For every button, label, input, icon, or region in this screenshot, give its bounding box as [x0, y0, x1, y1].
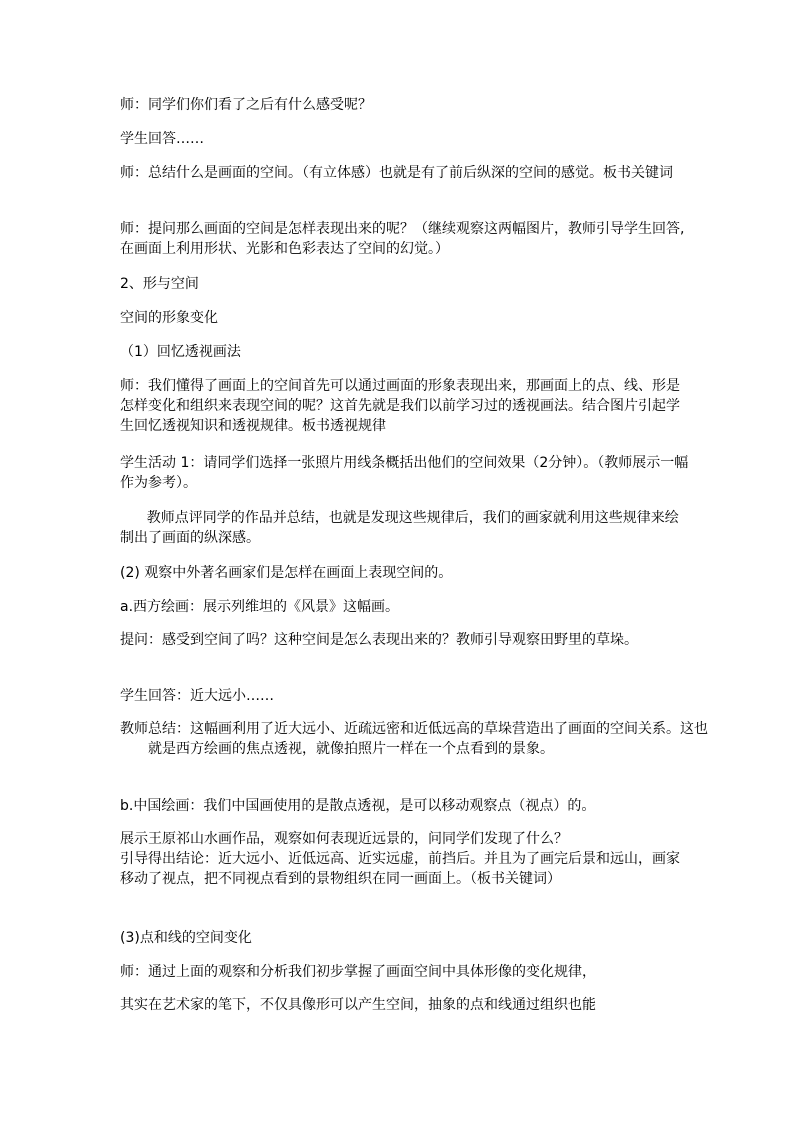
paragraph-student-answer-2: 学生回答：近大远小…… — [120, 688, 274, 704]
paragraph-student-activity: 学生活动 1：请同学们选择一张照片用线条概括出他们的空间效果（2分钟）。（教师展示一幅作为参考）。 — [120, 455, 689, 491]
subheading-space-image-change: 空间的形象变化 — [120, 310, 218, 326]
paragraph-teacher-summary: 师：总结什么是画面的空间。（有立体感）也就是有了前后纵深的空间的感觉。板书关键词 — [120, 165, 673, 181]
paragraph-teacher-question: 师：同学们你们看了之后有什么感受呢？ — [120, 97, 372, 113]
paragraph-western-painting: a.西方绘画：展示列维坦的《风景》这幅画。 — [120, 599, 400, 615]
paragraph-wang-yuanqi: 展示王原祁山水画作品，观察如何表现近远景的，问同学们发现了什么？ 引导得出结论：近大远小、近低远高、近实远虚，前挡后。并且为了画完后景和远山，画家移动了视点，把不同视点看到的景物组织在同一画面上。（板书关键词） — [120, 831, 680, 887]
paragraph-teacher-observation: 师：通过上面的观察和分析我们初步掌握了画面空间中具体形像的变化规律， — [120, 964, 596, 980]
paragraph-perspective-intro: 师：我们懂得了画面上的空间首先可以通过画面的形象表现出来，那画面上的点、线、形是怎样变化和组织来表现空间的呢？这首先就是我们以前学习过的透视画法。结合图片引起学生回忆透视知识和透视规律。板书透视规律 — [120, 378, 680, 434]
paragraph-teacher-review: 教师点评同学的作品并总结，也就是发现这些规律后，我们的画家就利用这些规律来绘制出了画面的纵深感。 — [120, 510, 679, 546]
subheading-observe-painters: (2) 观察中外著名画家们是怎样在画面上表现空间的。 — [120, 565, 453, 581]
paragraph-chinese-painting: b.中国绘画：我们中国画使用的是散点透视，是可以移动观察点（视点）的。 — [120, 798, 596, 814]
subheading-recall-perspective: （1）回忆透视画法 — [120, 344, 241, 360]
paragraph-student-answer: 学生回答…… — [120, 131, 204, 147]
subheading-point-and-line: (3)点和线的空间变化 — [120, 930, 252, 946]
paragraph-abstract-space: 其实在艺术家的笔下，不仅具像形可以产生空间，抽象的点和线通过组织也能 — [120, 997, 596, 1013]
paragraph-teacher-prompt: 师：提问那么画面的空间是怎样表现出来的呢？（继续观察这两幅图片，教师引导学生回答,在画面上利用形状、光影和色彩表达了空间的幻觉。） — [120, 221, 685, 257]
section-heading-form-and-space: 2、形与空间 — [120, 276, 199, 292]
paragraph-question-space: 提问：感受到空间了吗？这种空间是怎么表现出来的？教师引导观察田野里的草垛。 — [120, 632, 638, 648]
paragraph-teacher-conclusion: 教师总结：这幅画利用了近大远小、近疏远密和近低远高的草垛营造出了画面的空间关系。这也就是西方绘画的焦点透视，就像拍照片一样在一个点看到的景象。 — [120, 721, 708, 757]
